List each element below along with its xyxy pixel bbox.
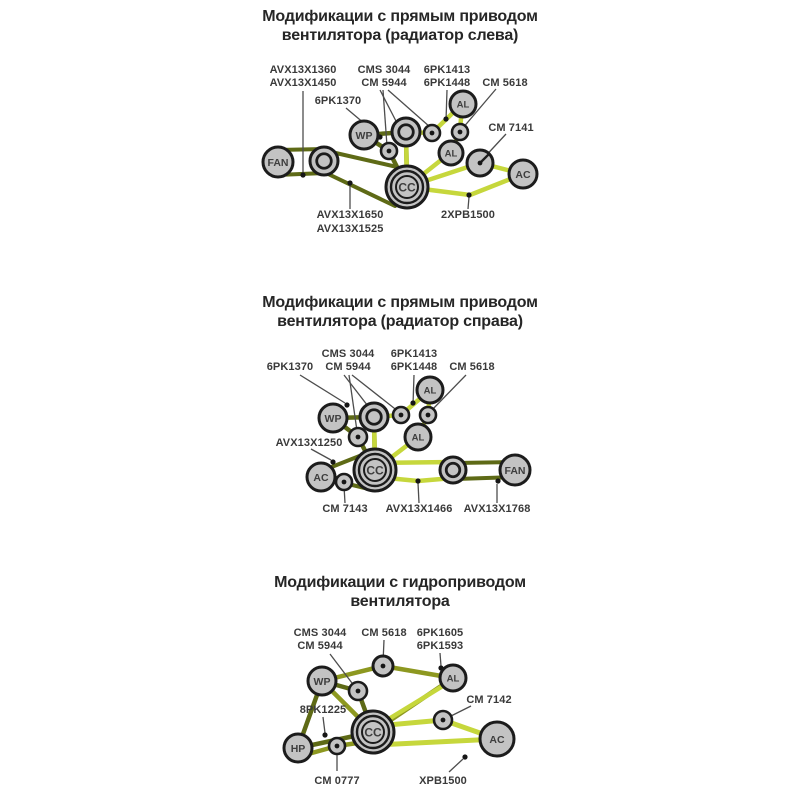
pulley-dot-hub-dot <box>478 161 483 166</box>
pulley-fan <box>263 147 293 177</box>
leader-line <box>440 653 441 666</box>
diagram-3-title-line2: вентилятора <box>350 593 450 610</box>
diagram-3 <box>284 627 514 787</box>
leader-line <box>380 90 398 125</box>
pulley-wp-label: WP <box>324 412 342 425</box>
leader-line <box>311 449 331 460</box>
part-label: CM 7141 <box>488 122 534 134</box>
pulley-wp <box>350 121 378 149</box>
pulley-al-label: AL <box>456 99 470 111</box>
pulley-al-label: AL <box>411 432 425 444</box>
pulley-wp-label: WP <box>355 129 373 142</box>
part-label: 8PK1225 <box>299 704 347 716</box>
part-label: 6PK1370 <box>314 95 362 107</box>
pulley-dot <box>452 124 468 140</box>
part-label: CM 5618 <box>361 627 407 639</box>
pulley-dot <box>420 407 436 423</box>
part-label: AVX13X1650 <box>316 209 384 221</box>
callout-dot <box>347 180 352 185</box>
leader-line <box>468 197 469 209</box>
pulley-dot-hub-dot <box>381 664 386 669</box>
leader-line <box>323 717 325 733</box>
pulley-ringed <box>392 118 420 146</box>
part-label: CM 5944 <box>297 640 343 652</box>
part-label: CMS 3044 <box>293 627 347 639</box>
part-label: CM 0777 <box>314 775 360 787</box>
pulley-dot-hub-dot <box>399 413 404 418</box>
diagram-2-title <box>0 293 800 331</box>
part-label: 6PK1448 <box>423 77 471 89</box>
callout-dot <box>322 732 327 737</box>
pulley-dot-hub-dot <box>342 480 347 485</box>
pulley-ac-label: AC <box>313 471 329 484</box>
pulley-ringed-inner-ring <box>399 125 414 140</box>
part-label: CM 5944 <box>325 361 371 373</box>
pulley-dot <box>381 143 397 159</box>
pulley-dot-hub-dot <box>356 689 361 694</box>
pulley-dot <box>373 656 393 676</box>
pulley-ringed <box>360 403 388 431</box>
pulley-dot-hub-dot <box>335 744 340 749</box>
pulley-ac <box>480 722 514 756</box>
callout-dot <box>330 459 335 464</box>
pulley-al-label: AL <box>444 148 458 160</box>
diagram-1-title <box>0 7 800 45</box>
diagram-1-title-line1: Модификации с прямым приводом <box>262 8 538 25</box>
pulley-al <box>417 377 443 403</box>
pulley-cc-label: CC <box>366 463 384 478</box>
diagram-2-title-line1: Модификации с прямым приводом <box>262 294 538 311</box>
pulley-ac <box>307 463 335 491</box>
part-label: 6PK1605 <box>416 627 464 639</box>
part-label: 6PK1448 <box>390 361 438 373</box>
pulley-dot <box>329 738 345 754</box>
pulley-dot-hub-dot <box>430 131 435 136</box>
pulley-al-label: AL <box>446 673 460 685</box>
part-label: CMS 3044 <box>357 64 411 76</box>
callout-dot <box>410 400 415 405</box>
diagram-3-title <box>0 573 800 611</box>
pulley-al-label: AL <box>423 385 437 397</box>
pulley-wp <box>319 404 347 432</box>
pulley-cc-label: CC <box>398 180 416 195</box>
part-label: AVX13X1768 <box>463 503 531 515</box>
part-label: CM 7142 <box>466 694 512 706</box>
pulley-wp <box>308 667 336 695</box>
pulley-cc <box>354 449 396 491</box>
part-label: AVX13X1466 <box>385 503 453 515</box>
pulley-dot-hub-dot <box>441 718 446 723</box>
pulley-al <box>440 665 466 691</box>
callout-dot <box>443 116 448 121</box>
part-label: AVX13X1250 <box>275 437 343 449</box>
part-label: 2XPB1500 <box>440 209 496 221</box>
part-label: CM 7143 <box>322 503 368 515</box>
pulley-ringed-inner-ring <box>317 154 332 169</box>
pulley-cc <box>386 166 428 208</box>
pulley-dot-hub-dot <box>387 149 392 154</box>
callout-dot <box>466 192 471 197</box>
leader-line <box>300 375 345 403</box>
callout-dot <box>300 172 305 177</box>
part-label: CM 5944 <box>361 77 407 89</box>
pulley-al <box>450 91 476 117</box>
pulley-hp-label: HP <box>290 742 306 755</box>
pulley-ac-label: AC <box>489 733 505 746</box>
pulley-fan-label: FAN <box>504 464 526 477</box>
pulley-dot-hub-dot <box>426 413 431 418</box>
part-label: AVX13X1525 <box>316 223 384 235</box>
pulley-ac-label: AC <box>515 168 531 181</box>
part-label: AVX13X1360 <box>269 64 337 76</box>
diagram-3-title-line1: Модификации с гидроприводом <box>274 574 526 591</box>
part-label: XPB1500 <box>419 775 467 787</box>
pulley-dot <box>349 428 367 446</box>
pulley-dot <box>336 474 352 490</box>
callout-dot <box>415 478 420 483</box>
pulley-ac <box>509 160 537 188</box>
pulley-dot <box>349 682 367 700</box>
callout-dot <box>495 478 500 483</box>
pulley-ringed <box>310 147 338 175</box>
pulley-dot-hub-dot <box>356 435 361 440</box>
pulley-dot <box>393 407 409 423</box>
pulley-cc-label: CC <box>364 725 382 740</box>
callout-dot <box>344 402 349 407</box>
diagram-2 <box>267 348 531 515</box>
diagram-2-title-line2: вентилятора (радиатор справа) <box>277 313 523 330</box>
part-label: CMS 3044 <box>321 348 375 360</box>
part-label: CM 5618 <box>482 77 528 89</box>
pulley-al <box>439 141 463 165</box>
part-label: 6PK1370 <box>266 361 314 373</box>
pulley-dot <box>434 711 452 729</box>
callout-dot <box>462 754 467 759</box>
pulley-ringed-inner-ring <box>367 410 382 425</box>
diagram-1-title-line2: вентилятора (радиатор слева) <box>281 27 519 44</box>
leader-line <box>349 375 357 431</box>
pulley-dot <box>424 125 440 141</box>
leader-line <box>418 483 419 503</box>
pulley-ringed <box>440 457 466 483</box>
leader-line <box>449 759 463 772</box>
pulley-al <box>405 424 431 450</box>
pulley-ringed-inner-ring <box>446 463 460 477</box>
pulley-fan <box>500 455 530 485</box>
part-label: AVX13X1450 <box>269 77 337 89</box>
pulley-hp <box>284 734 312 762</box>
pulley-fan-label: FAN <box>267 156 289 169</box>
part-label: 6PK1413 <box>423 64 471 76</box>
pulley-dot-hub-dot <box>458 130 463 135</box>
part-label: CM 5618 <box>449 361 495 373</box>
part-label: 6PK1413 <box>390 348 438 360</box>
part-label: 6PK1593 <box>416 640 464 652</box>
pulley-cc <box>352 711 394 753</box>
pulley-wp-label: WP <box>313 675 331 688</box>
pulley-dot <box>467 150 493 176</box>
diagram-1 <box>263 64 537 235</box>
